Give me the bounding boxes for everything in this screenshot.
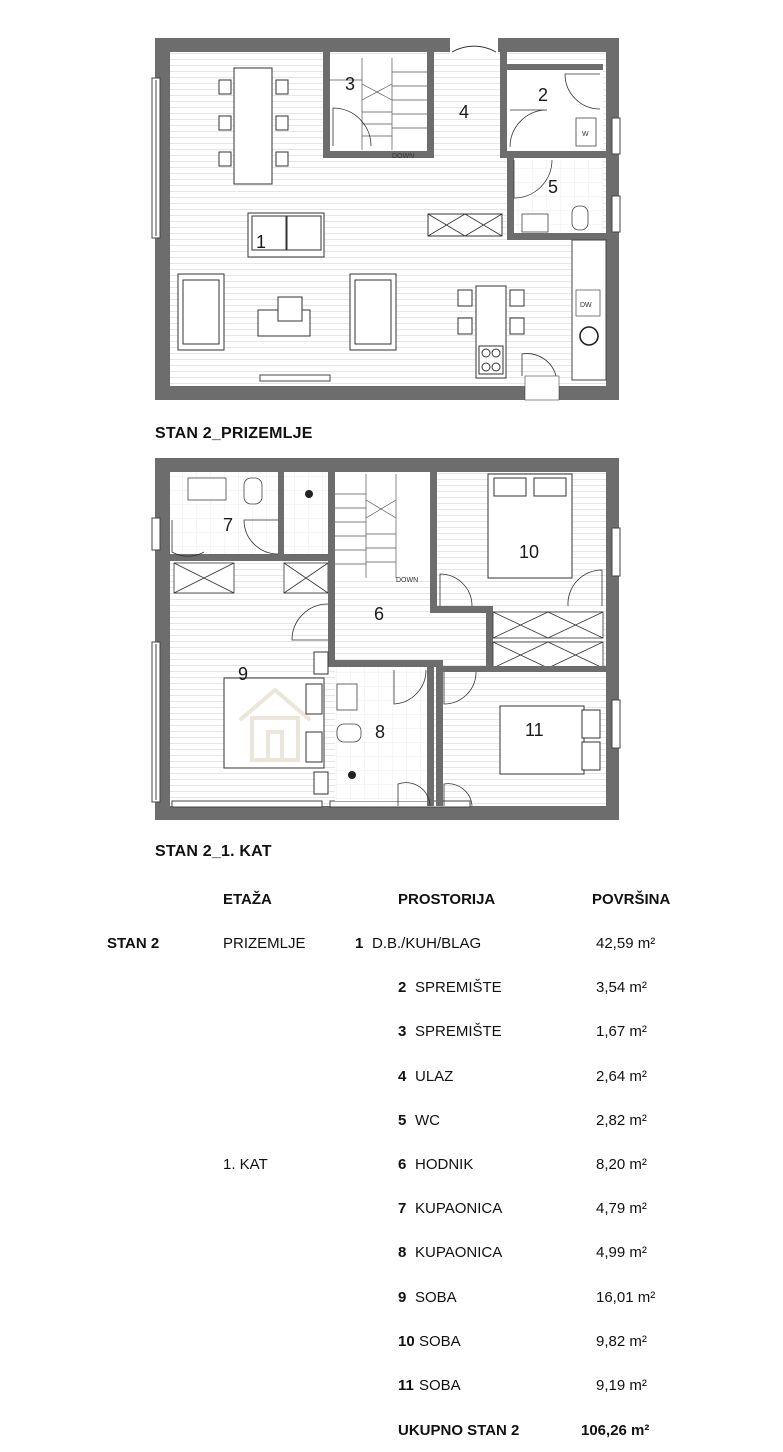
bed-room-10: [488, 474, 572, 578]
ground-floor-drawing: [0, 30, 783, 405]
total-label: UKUPNO STAN 2: [398, 1422, 520, 1439]
row-area: 3,54 m²: [596, 979, 647, 996]
row-number: 1: [355, 935, 364, 952]
room-number-1: 1: [256, 232, 267, 252]
row-number: 10: [398, 1333, 415, 1350]
header-povrsina: POVRŠINA: [592, 891, 671, 908]
ground-floor-title: STAN 2_PRIZEMLJE: [155, 425, 313, 442]
header-prostorija: PROSTORIJA: [398, 891, 496, 908]
row-area: 4,79 m²: [596, 1200, 647, 1217]
stairs-down-label: DOWN: [392, 153, 415, 160]
row-area: 8,20 m²: [596, 1156, 647, 1173]
row-area: 42,59 m²: [596, 935, 656, 952]
first-floor-plan: [0, 456, 783, 826]
row-number: 3: [398, 1023, 407, 1040]
room-number-4: 4: [459, 102, 470, 122]
unit-label: STAN 2: [107, 935, 160, 952]
row-room-name: SOBA: [419, 1377, 461, 1394]
row-area: 9,82 m²: [596, 1333, 647, 1350]
stairs-down-label-first: DOWN: [396, 577, 419, 584]
room-number-3: 3: [345, 74, 356, 94]
row-room-name: KUPAONICA: [415, 1200, 503, 1217]
room-number-11: 11: [525, 720, 544, 740]
row-room-name: SPREMIŠTE: [415, 1023, 502, 1040]
row-number: 6: [398, 1156, 407, 1173]
room-number-6: 6: [374, 604, 385, 624]
washer-label: W: [582, 131, 589, 138]
room-number-9: 9: [238, 664, 249, 684]
row-number: 11: [398, 1377, 414, 1394]
row-area: 2,64 m²: [596, 1068, 647, 1085]
row-room-name: D.B./KUH/BLAG: [372, 935, 482, 952]
row-number: 7: [398, 1200, 407, 1217]
row-number: 5: [398, 1112, 407, 1129]
row-room-name: HODNIK: [415, 1156, 474, 1173]
row-room-name: SPREMIŠTE: [415, 979, 502, 996]
row-room-name: SOBA: [415, 1289, 457, 1306]
header-etaza: ETAŽA: [223, 891, 272, 908]
first-floor-drawing: [0, 456, 783, 826]
room-number-10: 10: [519, 542, 540, 562]
row-area: 9,19 m²: [596, 1377, 647, 1394]
row-number: 9: [398, 1289, 407, 1306]
dishwasher-label: DW: [580, 302, 592, 309]
row-room-name: WC: [415, 1112, 440, 1129]
ground-floor-plan: [0, 30, 783, 405]
row-number: 8: [398, 1244, 407, 1261]
room-number-5: 5: [548, 177, 559, 197]
first-floor-title: STAN 2_1. KAT: [155, 843, 272, 860]
room-number-2: 2: [538, 85, 549, 105]
row-area: 2,82 m²: [596, 1112, 647, 1129]
room-number-8: 8: [375, 722, 386, 742]
room-number-7: 7: [223, 515, 234, 535]
total-area: 106,26 m²: [581, 1422, 650, 1439]
row-area: 16,01 m²: [596, 1289, 656, 1306]
floor-ground-label: PRIZEMLJE: [223, 935, 306, 952]
row-room-name: KUPAONICA: [415, 1244, 503, 1261]
row-area: 1,67 m²: [596, 1023, 647, 1040]
floor-first-label: 1. KAT: [223, 1156, 268, 1173]
row-number: 4: [398, 1068, 407, 1085]
row-room-name: SOBA: [419, 1333, 461, 1350]
row-number: 2: [398, 979, 407, 996]
row-area: 4,99 m²: [596, 1244, 647, 1261]
row-room-name: ULAZ: [415, 1068, 454, 1085]
